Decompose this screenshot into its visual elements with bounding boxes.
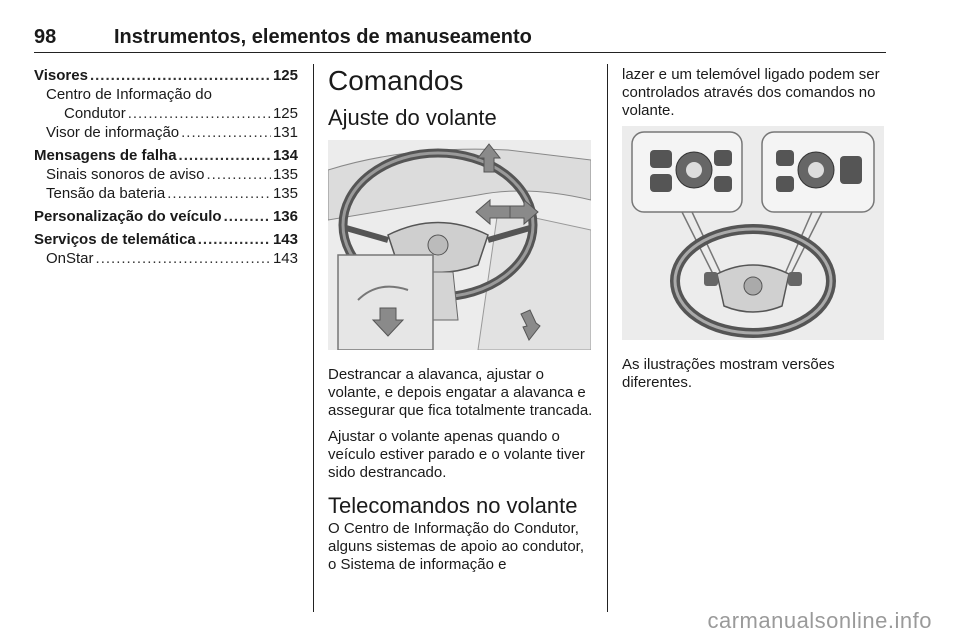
toc-page: 134 [272,147,298,164]
toc-leader [198,230,271,249]
steering-controls-drawing [622,126,884,340]
toc-page: 136 [272,208,298,225]
toc-entry[interactable] [34,207,298,226]
left-controls-inset [632,132,742,212]
subsection-title-remote-controls: Telecomandos no volante [328,493,578,518]
toc-label: OnStar [46,250,94,267]
toc-page: 135 [272,166,298,183]
toc-leader [90,66,271,85]
illustration-caption: As ilustrações mostram versões diferentes. [622,356,835,391]
toc-leader [96,249,271,268]
table-of-contents [34,66,298,268]
paragraph-adjust-steps: Destrancar a alavanca, ajustar o volante, e depois engatar a alavanca e assegurar que fica totalmente trancada. [328,366,593,419]
subsection-title-steering-adjust: Ajuste do volante [328,105,497,130]
toc-label: Mensagens de falha [34,147,177,164]
toc-page: 125 [272,105,298,122]
illustration-caption-wrap [622,356,884,392]
toc-entry[interactable] [34,66,298,85]
column-divider-right [607,64,608,612]
steering-adjust-illustration [328,140,591,350]
toc-entry[interactable] [34,165,298,184]
toc-leader [179,146,271,165]
toc-page: 143 [272,250,298,267]
section-body [328,366,593,574]
paragraph-remote-controls-cont: lazer e um telemóvel ligado podem ser controlados através dos comandos no volante. [622,66,880,119]
toc-leader [206,165,271,184]
steering-wheel-drawing [328,140,591,350]
paragraph-remote-controls: O Centro de Informação do Condutor, alguns sistemas de apoio ao condutor, o Sistema de informação e [328,520,585,573]
toc-leader [224,207,271,226]
toc-entry[interactable] [34,184,298,203]
toc-leader [167,184,271,203]
chapter-title: Instrumentos, elementos de manuseamento [114,26,532,48]
toc-label-cont: Condutor [64,105,126,122]
toc-page: 131 [272,124,298,141]
column-divider-left [313,64,314,612]
toc-leader [181,123,271,142]
toc-entry[interactable] [34,249,298,268]
section-comandos [328,64,593,132]
steering-controls-illustration [622,126,884,340]
toc-page: 143 [272,231,298,248]
toc-leader [128,104,271,123]
toc-label: Visor de informação [46,124,180,141]
toc-label: Visores [34,67,88,84]
toc-page: 125 [272,67,298,84]
page-header [34,26,886,53]
toc-entry[interactable] [34,230,298,249]
toc-entry[interactable] [34,146,298,165]
section-title: Comandos [328,65,464,96]
toc-label: Personalização do veículo [34,208,222,225]
toc-entry[interactable] [34,85,298,123]
toc-label: Sinais sonoros de aviso [46,166,205,183]
toc-label: Centro de Informação do [46,86,212,103]
toc-label: Tensão da bateria [46,185,166,202]
page-number: 98 [34,26,57,48]
watermark: carmanualsonline.info [707,608,932,633]
toc-page: 135 [272,185,298,202]
paragraph-remote-controls-cont-wrap [622,66,884,120]
toc-label: Serviços de telemática [34,231,196,248]
toc-entry[interactable] [34,123,298,142]
paragraph-adjust-warning: Ajustar o volante apenas quando o veículo estiver parado e o volante tiver sido destrancado. [328,428,585,481]
right-controls-inset [762,132,874,212]
